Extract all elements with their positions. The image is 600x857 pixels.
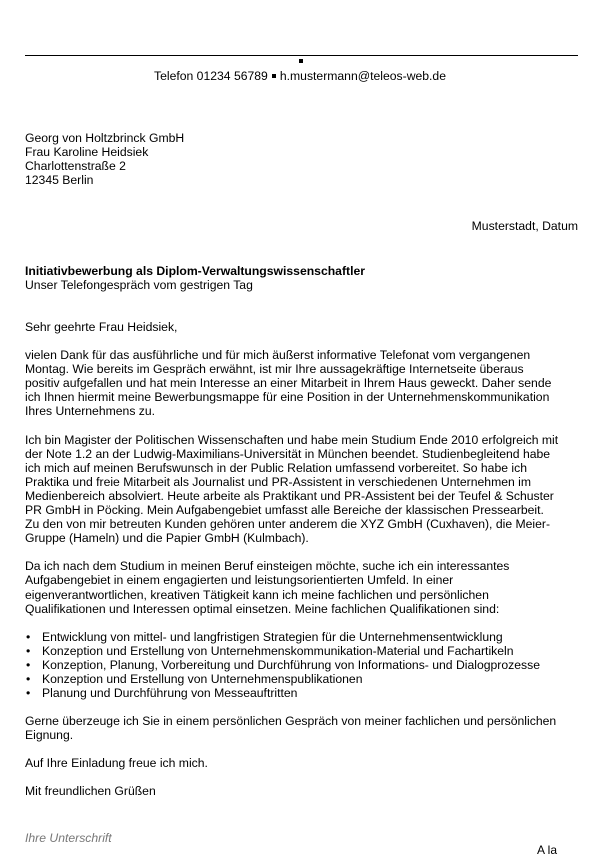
subject-reference: Unser Telefongespräch vom gestrigen Tag xyxy=(25,278,253,293)
closing-greeting: Mit freundlichen Grüßen xyxy=(25,784,156,799)
recipient-person: Frau Karoline Heidsiek xyxy=(25,145,149,160)
paragraph-closing xyxy=(25,714,581,742)
body-line: Gruppe (Hameln) und die Papier GmbH (Kulmbach). xyxy=(25,531,309,546)
bullet-icon: • xyxy=(26,629,31,644)
list-item-text: Konzeption, Planung, Vorbereitung und Durchführung von Informations- und Dialogprozesse xyxy=(42,657,540,672)
salutation: Sehr geehrte Frau Heidsiek, xyxy=(25,320,178,334)
header-marker xyxy=(299,59,303,63)
body-line: Gerne überzeuge ich Sie in einem persönlichen Gespräch von meiner fachlichen und persönlichen xyxy=(25,714,557,729)
body-line: Ich bin Magister der Politischen Wissenschaften und habe mein Studium Ende 2010 erfolgreich mit xyxy=(25,432,559,447)
body-line: vielen Dank für das ausführliche und für mich äußerst informative Telefonat vom vergangenen xyxy=(25,348,531,363)
header-phone: Telefon 01234 56789 xyxy=(153,69,268,83)
body-line: ich Ihnen hiermit meine Bewerbungsmappe für eine Position in der Unternehmenskommunikation xyxy=(25,390,550,405)
list-item xyxy=(25,644,581,658)
letter-body xyxy=(25,320,581,813)
paragraph-intro xyxy=(25,348,581,418)
body-line: eigenverantwortlichen, kreativen Tätigkeit kann ich meine fachlichen und persönlichen xyxy=(25,587,489,602)
body-line: Qualifikationen und Interessen optimal einsetzen. Meine fachlichen Qualifikationen sind: xyxy=(25,601,500,616)
body-line: Praktika und freie Mitarbeit als Journalist und PR-Assistent in verschiedenen Unternehmen im xyxy=(25,474,532,489)
paragraph-motivation xyxy=(25,559,581,615)
recipient-company: Georg von Holtzbrinck GmbH xyxy=(25,131,185,145)
body-line: Montag. Wie bereits im Gespräch erwähnt, ist mir Ihre aussagekräftige Internetseite überaus xyxy=(25,362,524,377)
bullet-icon: • xyxy=(26,686,31,701)
list-item xyxy=(25,658,581,672)
bullet-icon: • xyxy=(26,643,31,658)
signature-placeholder: Ihre Unterschrift xyxy=(25,831,112,845)
body-line: der Note 1.2 an der Ludwig-Maximilians-Universität in München beendet. Studienbegleitend habe xyxy=(25,446,551,461)
recipient-city: 12345 Berlin xyxy=(25,173,94,188)
header-rule xyxy=(25,55,578,56)
page-corner-mark: A la xyxy=(537,843,558,857)
body-line: ich mich auf meinen Berufswunsch in der Public Relation umfassend vorbereitet. So habe ich xyxy=(25,460,527,475)
paragraph-background xyxy=(25,433,581,546)
place-date: Musterstadt, Datum xyxy=(471,219,578,233)
subject-block xyxy=(25,264,365,292)
list-item-text: Entwicklung von mittel- und langfristigen Strategien für die Unternehmensentwicklung xyxy=(42,629,503,644)
body-line: Ihres Unternehmens zu. xyxy=(25,404,156,419)
qualifications-list xyxy=(25,630,581,700)
recipient-address xyxy=(25,131,184,187)
header-email: h.mustermann@teleos-web.de xyxy=(279,69,446,83)
invitation-line: Auf Ihre Einladung freue ich mich. xyxy=(25,756,208,771)
list-item xyxy=(25,672,581,686)
body-line: Aufgabengebiet in einem engagierten und leistungsorientierten Umfeld. In einer xyxy=(25,573,454,588)
list-item-text: Planung und Durchführung von Messeauftritten xyxy=(42,686,298,701)
subject-title: Initiativbewerbung als Diplom-Verwaltungswissenschaftler xyxy=(25,264,365,278)
list-item xyxy=(25,630,581,644)
list-item xyxy=(25,686,581,700)
separator-square-icon xyxy=(272,74,276,78)
list-item-text: Konzeption und Erstellung von Unternehmenskommunikation-Material und Fachartikeln xyxy=(42,643,514,658)
bullet-icon: • xyxy=(26,657,31,672)
header-contact xyxy=(0,69,600,83)
body-line: positiv aufgefallen und hat mein Interesse an einer Mitarbeit in Ihrem Haus geweckt. Daher sende xyxy=(25,376,552,391)
list-item-text: Konzeption und Erstellung von Unternehmenspublikationen xyxy=(42,671,363,686)
bullet-icon: • xyxy=(26,671,31,686)
recipient-street: Charlottenstraße 2 xyxy=(25,159,126,174)
body-line: Medienbereich absolviert. Heute arbeite als Praktikant und PR-Assistent bei der Teufel & Schuster xyxy=(25,488,554,503)
body-line: Eignung. xyxy=(25,728,74,743)
body-line: Da ich nach dem Studium in meinen Beruf einsteigen möchte, suche ich ein interessantes xyxy=(25,559,510,574)
body-line: PR GmbH in Pöcking. Mein Aufgabengebiet umfasst alle Bereiche der klassischen Pressearbeit. xyxy=(25,503,544,518)
body-line: Zu den von mir betreuten Kunden gehören unter anderem die XYZ GmbH (Cuxhaven), die Meier- xyxy=(25,517,551,532)
